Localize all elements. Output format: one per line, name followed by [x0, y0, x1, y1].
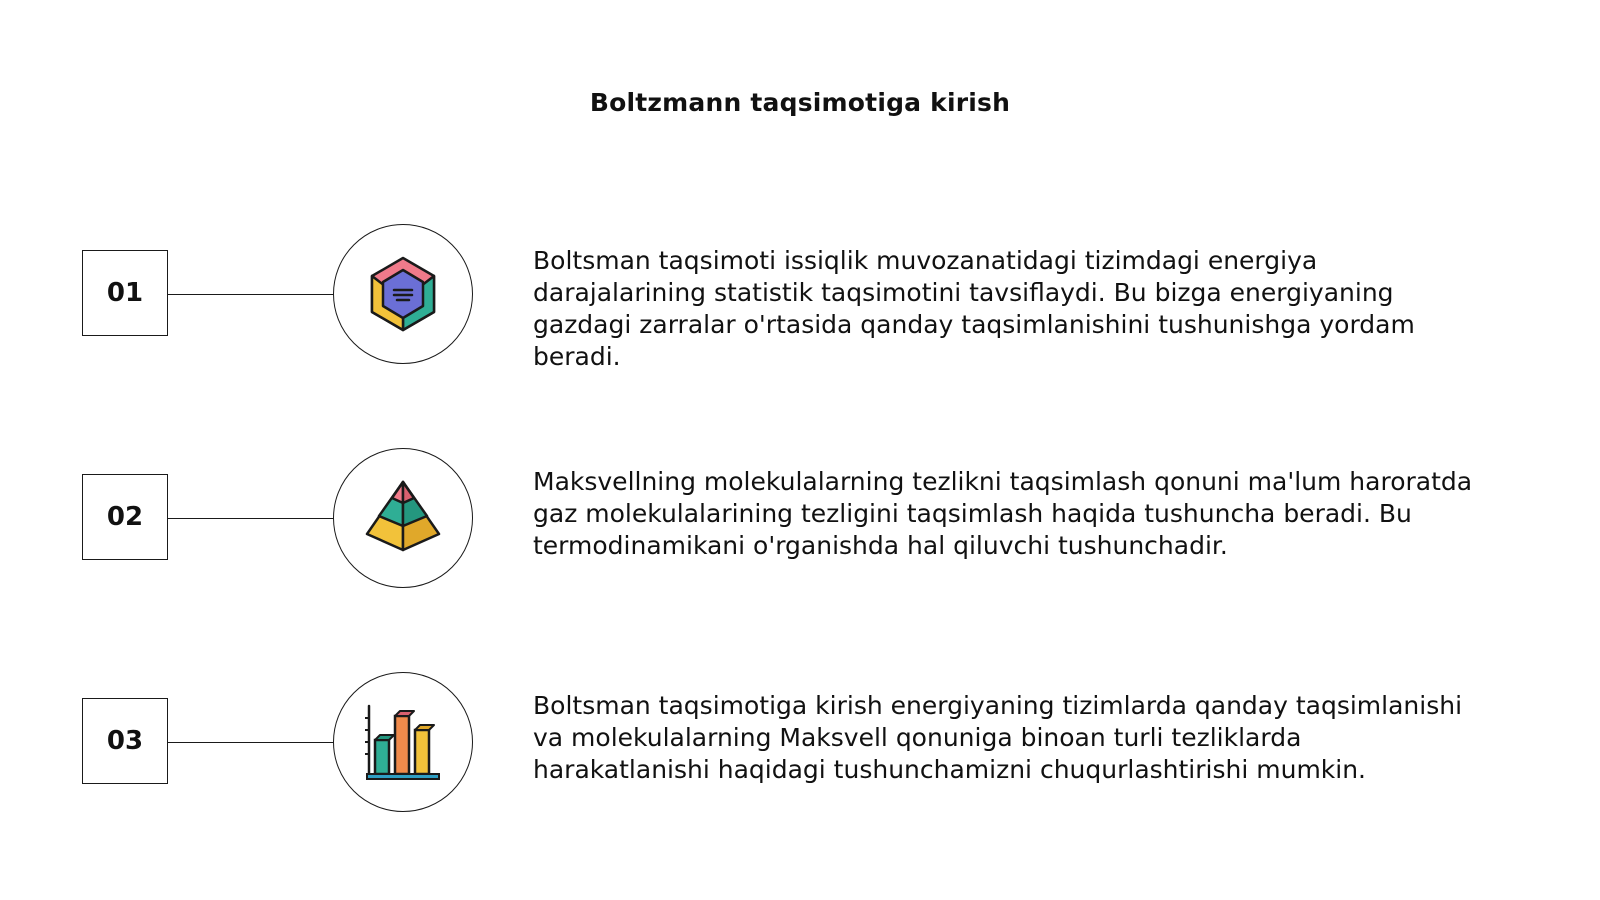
step-number-box [82, 474, 168, 560]
pyramid-icon [361, 476, 445, 560]
icon-circle [333, 224, 473, 364]
icon-circle [333, 448, 473, 588]
step-number: 01 [106, 278, 144, 308]
item-description: Boltsman taqsimoti issiqlik muvozanatidagi tizimdagi energiya darajalarining statistik taqsimotini tavsiflaydi. Bu bizga energiyaning gazdagi zarralar o'rtasida qanday taqsimlanishini tushunishga yordam beradi. [533, 246, 1415, 371]
item-description: Boltsman taqsimotiga kirish energiyaning tizimlarda qanday taqsimlanishi va molekulalarning Maksvell qonuniga binoan turli tezliklarda harakatlanishi haqidagi tushunchamizni chuqurlashtirishi mumkin. [533, 691, 1463, 784]
step-number: 02 [106, 502, 144, 532]
page-title: Boltzmann taqsimotiga kirish [589, 88, 1011, 117]
connector-line [168, 518, 334, 519]
item-description: Maksvellning molekulalarning tezlikni taqsimlash qonuni ma'lum haroratda gaz molekulalarining tezligini taqsimlash haqida tushuncha beradi. Bu termodinamikani o'rganishda hal qiluvchi tushunchadir. [533, 467, 1473, 560]
connector-line [168, 742, 334, 743]
step-number-box [82, 250, 168, 336]
step-number-box [82, 698, 168, 784]
step-number: 03 [106, 726, 144, 756]
bar-chart-icon [361, 700, 445, 784]
hexagon-icon [363, 254, 443, 334]
connector-line [168, 294, 334, 295]
icon-circle [333, 672, 473, 812]
